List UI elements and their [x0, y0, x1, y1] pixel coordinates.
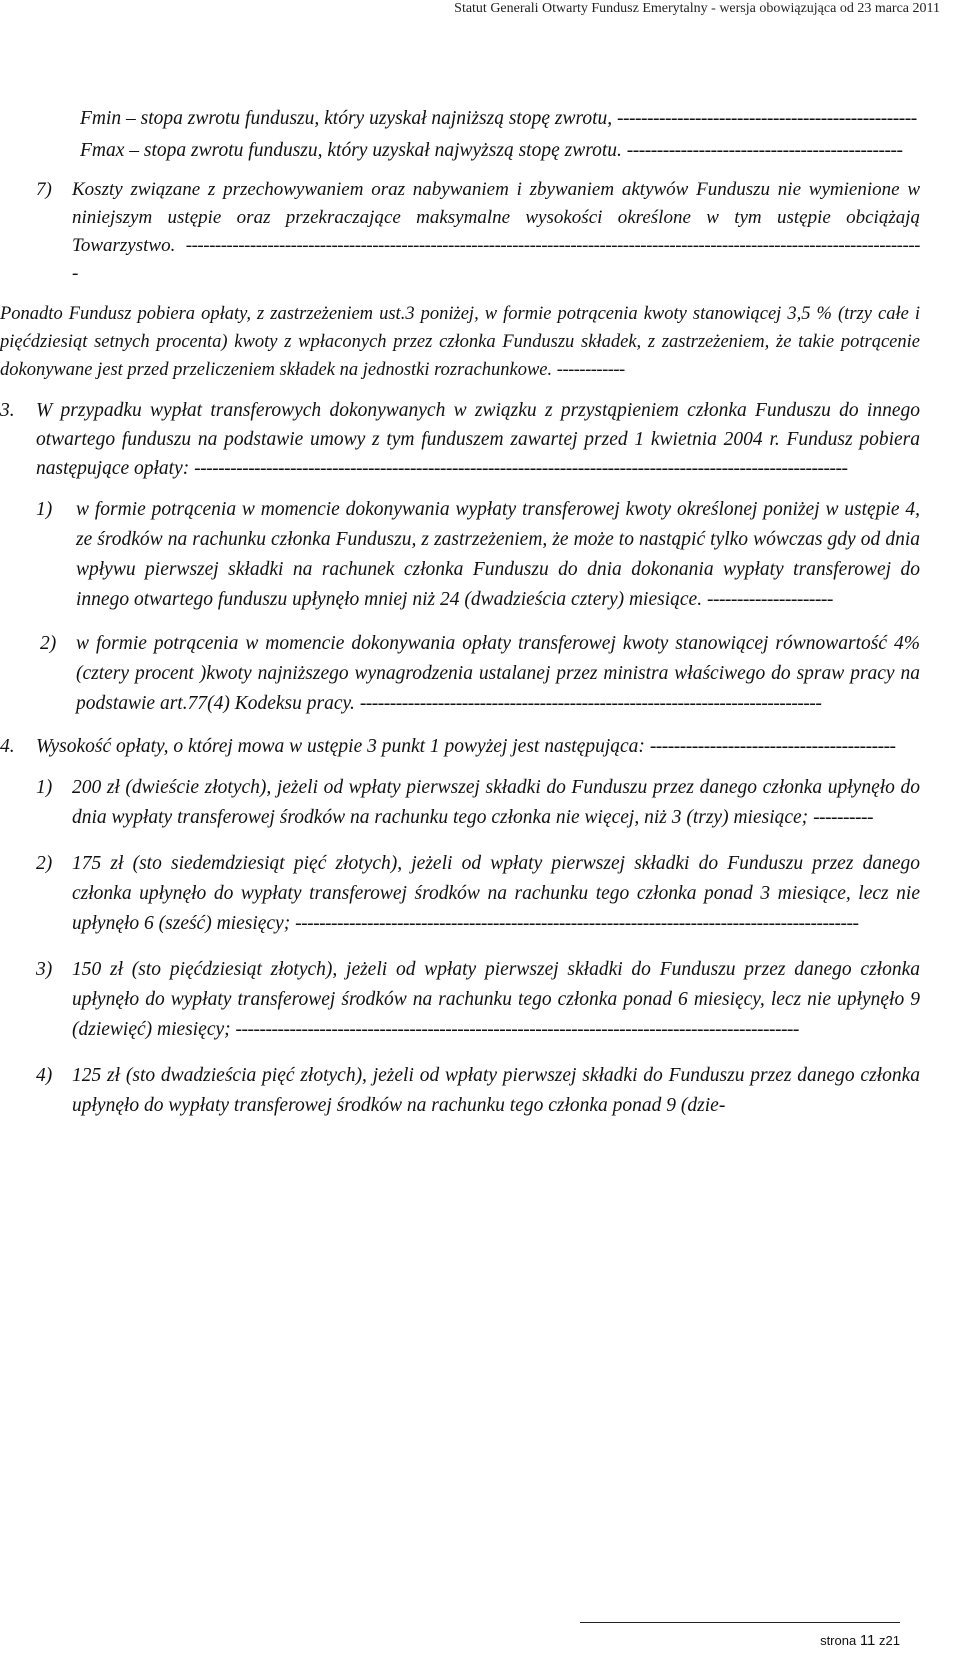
page-prefix: strona [820, 1633, 857, 1648]
paragraph-3-item-2-dashes: ----------------------------------------------------------------------------- [359, 693, 822, 714]
paragraph-4-item-4-text [72, 1061, 920, 1121]
paragraph-2-text [0, 300, 920, 384]
paragraph-3-number: 3. [0, 400, 15, 421]
paragraph-4-item-3 [36, 955, 920, 1045]
paragraph-3-item-1-text [76, 495, 920, 615]
fmin-definition [80, 104, 920, 134]
paragraph-2 [0, 300, 920, 384]
fmin-dashes: -------------------------------------------------- [617, 108, 917, 129]
paragraph-3 [0, 396, 920, 483]
paragraph-4-item-2-dashes: ---------------------------------------------------------------------------------------------- [295, 913, 859, 934]
fmax-definition [80, 136, 920, 166]
paragraph-4-item-4 [36, 1061, 920, 1121]
paragraph-3-body: W przypadku wypłat transferowych dokonywanych w związku z przystąpieniem członka Funduszu do innego otwartego funduszu na podstawie umowy z tym funduszem zawartej przed 1 kwietnia 2004 r. Fundusz pobiera następujące opłaty: [36, 400, 920, 479]
fmin-text: Fmin – stopa zwrotu funduszu, który uzyskał najniższą stopę zwrotu, [80, 108, 618, 129]
page-total: 21 [885, 1633, 900, 1648]
paragraph-4-item-1-body: 200 zł (dwieście złotych), jeżeli od wpłaty pierwszej składki do Funduszu przez danego członka upłynęło do dnia wypłaty transferowej środków na rachunku tego członka nie więcej, niż 3 (trzy) miesiące; [72, 777, 920, 828]
running-header: Statut Generali Otwarty Fundusz Emerytalny - wersja obowiązująca od 23 marca 2011 [454, 1, 940, 16]
footer-rule [580, 1622, 900, 1623]
paragraph-4-item-1 [36, 773, 920, 833]
paragraph-4-item-1-number: 1) [36, 777, 53, 798]
paragraph-3-item-1-body: w formie potrącenia w momencie dokonywania wypłaty transferowej kwoty określonej poniżej w ustępie 4, ze środków na rachunku członka Funduszu, z zastrzeżeniem, że może to nastąpić tylko wówczas gdy od dnia wpływu pierwszej składki na rachunek członka Funduszu do dnia dokonania wypłaty transferowej do innego otwartego funduszu upłynęło mniej niż 24 (dwadzieścia cztery) miesiące. [76, 499, 920, 610]
page-number [820, 1632, 900, 1649]
item-7 [36, 176, 920, 288]
paragraph-3-item-2 [40, 629, 920, 719]
paragraph-2-dashes: ------------ [556, 360, 625, 380]
paragraph-3-dashes: ------------------------------------------------------------------------------------------------------------- [194, 458, 848, 479]
fmax-dashes: ---------------------------------------------- [626, 140, 903, 161]
item-7-body: Koszty związane z przechowywaniem oraz nabywaniem i zbywaniem aktywów Funduszu nie wymienione w niniejszym ustępie oraz przekraczające maksymalne wysokości określone w tym ustępie obciążają Towarzystwo. [72, 179, 920, 256]
paragraph-3-text [36, 396, 920, 483]
paragraph-4-item-2-text [72, 849, 920, 939]
paragraph-4-item-2 [36, 849, 920, 939]
paragraph-4-item-4-number: 4) [36, 1065, 53, 1086]
paragraph-3-item-2-text [76, 629, 920, 719]
paragraph-4-item-2-number: 2) [36, 853, 53, 874]
paragraph-4 [0, 733, 920, 761]
paragraph-4-item-1-text [72, 773, 920, 833]
paragraph-4-item-3-dashes: ---------------------------------------------------------------------------------------------- [235, 1019, 799, 1040]
paragraph-3-item-2-number: 2) [40, 633, 57, 654]
paragraph-4-number: 4. [0, 736, 15, 757]
paragraph-4-text [36, 733, 920, 761]
item-7-number: 7) [36, 179, 52, 200]
paragraph-4-dashes: ----------------------------------------- [649, 736, 896, 757]
paragraph-4-item-3-body: 150 zł (sto pięćdziesiąt złotych), jeżeli od wpłaty pierwszej składki do Funduszu przez danego członka upłynęło do wypłaty transferowej środków na rachunku tego członka ponad 6 miesięcy, lecz nie upłynęło 9 (dziewięć) miesięcy; [72, 959, 920, 1040]
paragraph-4-item-4-body: 125 zł (sto dwadzieścia pięć złotych), jeżeli od wpłaty pierwszej składki do Funduszu przez danego członka upłynęło do wypłaty transferowej środków na rachunku tego członka ponad 9 (dzie- [72, 1065, 920, 1116]
paragraph-4-item-2-body: 175 zł (sto siedemdziesiąt pięć złotych), jeżeli od wpłaty pierwszej składki do Funduszu przez danego członka upłynęło do wypłaty transferowej środków na rachunku tego członka ponad 3 miesiące, lecz nie upłynęło 6 (sześć) miesięcy; [72, 853, 920, 934]
item-7-text [72, 176, 920, 288]
paragraph-4-item-1-dashes: ---------- [813, 807, 873, 828]
paragraph-2-body: Ponadto Fundusz pobiera opłaty, z zastrzeżeniem ust.3 poniżej, w formie potrącenia kwoty stanowiącej 3,5 % (trzy całe i pięćdziesiąt setnych procenta) kwoty z wpłaconych przez członka Funduszu składek, z zastrzeżeniem, że takie potrącenie dokonywane jest przed przeliczeniem składek na jednostki rozrachunkowe. [0, 304, 920, 380]
page-current: 11 [859, 1632, 876, 1649]
paragraph-4-body: Wysokość opłaty, o której mowa w ustępie 3 punkt 1 powyżej jest następująca: [36, 736, 650, 757]
paragraph-3-item-2-body: w formie potrącenia w momencie dokonywania opłaty transferowej kwoty stanowiącej równowartość 4% (cztery procent )kwoty najniższego wynagrodzenia ustalanej przez ministra właściwego do spraw pracy na podstawie art.77(4) Kodeksu pracy. [76, 633, 920, 714]
document-body [0, 108, 920, 1121]
paragraph-4-item-3-text [72, 955, 920, 1045]
item-7-dashes: ------------------------------------------------------------------------------------------------------------------------------- [72, 235, 920, 284]
page-separator: z [879, 1633, 886, 1648]
paragraph-3-item-1 [36, 495, 920, 615]
paragraph-3-item-1-number: 1) [36, 499, 53, 520]
fmax-text: Fmax – stopa zwrotu funduszu, który uzyskał najwyższą stopę zwrotu. [80, 140, 627, 161]
paragraph-4-item-3-number: 3) [36, 959, 53, 980]
paragraph-3-item-1-dashes: --------------------- [706, 589, 833, 610]
